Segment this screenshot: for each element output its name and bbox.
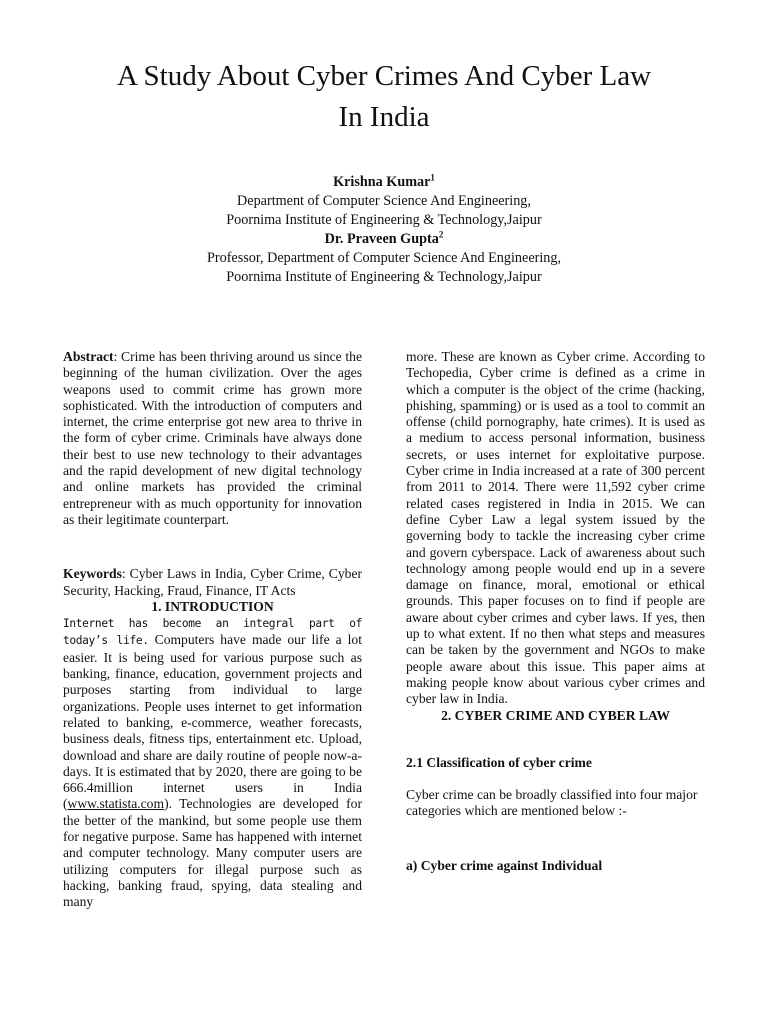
introduction-first-sentence: Internet has become an integral part of today’s life. xyxy=(63,617,362,648)
introduction-heading: 1. INTRODUCTION xyxy=(151,598,274,614)
subsection-2-1-heading: 2.1 Classification of cyber crime xyxy=(406,754,592,770)
subsection-2-1-text: Cyber crime can be broadly classified into four major categories which are mentioned below :- xyxy=(406,787,698,819)
keywords-text: : Cyber Laws in India, Cyber Crime, Cyber Security, Hacking, Fraud, Finance, IT Acts xyxy=(63,566,362,598)
author-2-department: Professor, Department of Computer Science And Engineering, xyxy=(206,250,562,266)
author-block xyxy=(60,173,708,287)
title-line-1: A Study About Cyber Crimes And Cyber Law xyxy=(116,60,652,92)
introduction-paragraph xyxy=(63,615,362,910)
item-a-heading: a) Cyber crime against Individual xyxy=(406,857,603,873)
left-column xyxy=(63,349,362,911)
author-1-name: Krishna Kumar xyxy=(333,174,431,190)
introduction-continued: more. These are known as Cyber crime. According to Techopedia, Cyber crime is defined as a crime in which a computer is the object of the crime (hacking, phishing, spamming) or is used as a tool to commit an offense (child pornography, hate crimes). It is used as a medium to access personal information, business secrets, or uses internet for exploitative purpose. Cyber crime in India increased at a rate of 300 percent from 2011 to 2014. There were 11,592 cyber crime related cases registered in India in 2015. We can define Cyber Law a legal system issued by the governing body to tackle the increasing cyber crime and govern cyberspace. Lack of awareness about such technology among people would end up in a severe damage on finance, moral, emotional or ethical grounds. This paper focuses on to find if people are aware about cyber crimes and cyber laws. If yes, then up to what extent. If no then what steps and measures can be taken by the government and NGOs to make people aware about this issue. This paper aims at making people know about various cyber crimes and cyber law in India. xyxy=(406,349,705,707)
introduction-text-a: Computers have made our life a lot easier. It is being used for various purpose such as banking, finance, education, government projects and purposes starting from individual to large organizations. People uses internet to get information related to banking, e-commerce, weather forecasts, business deals, fitness tips, entertainment etc. Upload, download and share are daily routine of people now-a-days. It is estimated that by 2020, there are going to be 666.4million internet users in India ( xyxy=(63,632,363,812)
author-2-institution: Poornima Institute of Engineering & Technology,Jaipur xyxy=(226,269,542,285)
author-1-institution: Poornima Institute of Engineering & Technology,Jaipur xyxy=(226,212,542,228)
author-2-name: Dr. Praveen Gupta xyxy=(324,231,439,247)
keywords-label: Keywords xyxy=(63,566,122,582)
author-2 xyxy=(60,230,708,249)
section-2-heading: 2. CYBER CRIME AND CYBER LAW xyxy=(441,707,670,723)
keywords xyxy=(63,566,362,599)
abstract-text: : Crime has been thriving around us since the beginning of the human civilization. Over the ages weapons used to commit crime has grown more sophisticated. With the introduction of computers and internet, the crime enterprise got new area to thrive in the form of cyber crime. Criminals have always done their best to use new technology to their advantages and the rapid development of new digital technology and online markets has provided the criminal entrepreneur with as much opportunity for innovation as their legitimate counterpart. xyxy=(63,349,362,527)
abstract xyxy=(63,349,362,528)
author-1 xyxy=(60,173,708,192)
author-1-department: Department of Computer Science And Engineering, xyxy=(237,193,531,209)
introduction-text-b: ). Technologies are developed for the better of the mankind, but some people use them for negative purpose. Same has happened with internet and computer technology. Many computer users are utilizing computers for illegal purpose such as hacking, banking fraud, spying, data stealing and many xyxy=(63,796,362,910)
paper-title xyxy=(60,56,708,138)
statista-link[interactable]: www.statista.com xyxy=(67,796,165,812)
abstract-label: Abstract xyxy=(63,349,114,364)
title-line-2: In India xyxy=(338,101,430,133)
author-2-affiliation-mark: 2 xyxy=(438,229,444,240)
right-column xyxy=(406,349,705,874)
author-1-affiliation-mark: 1 xyxy=(430,172,435,183)
